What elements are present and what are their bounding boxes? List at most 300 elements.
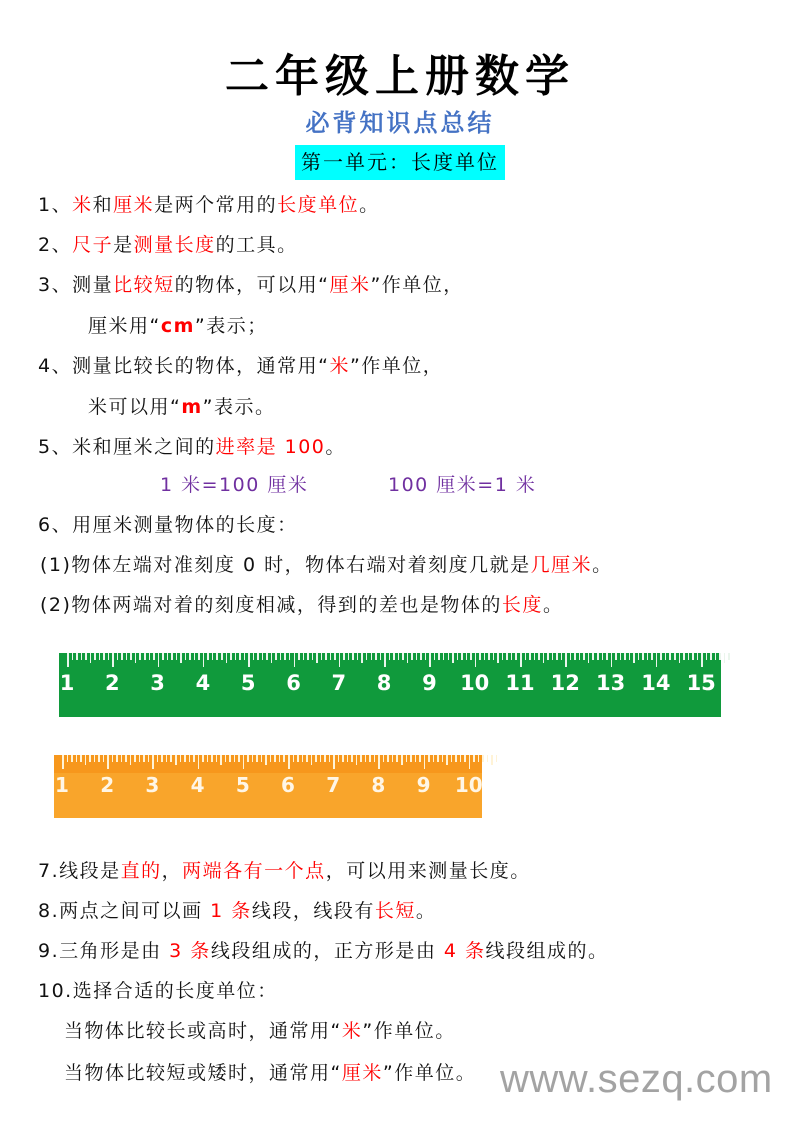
tick-mark [446, 755, 448, 765]
point-10-short [64, 1060, 476, 1086]
tick-mark [351, 755, 353, 762]
point-5 [38, 434, 346, 460]
tick-mark [130, 755, 132, 765]
tick-mark [294, 653, 296, 667]
ruler-number: 1 [59, 671, 75, 695]
tick-mark [306, 755, 308, 762]
highlight: 直的 [120, 860, 162, 882]
tick-mark [538, 653, 540, 660]
tick-mark [103, 653, 105, 660]
tick-mark [252, 755, 254, 762]
text: 线段组成的。 [485, 940, 609, 962]
ruler-numbers [54, 773, 482, 801]
text: ”作单位。 [362, 1020, 456, 1042]
point-1 [38, 192, 380, 218]
tick-mark [511, 653, 513, 660]
tick-mark [488, 653, 490, 660]
tick-mark [303, 653, 305, 660]
tick-mark [221, 653, 223, 660]
tick-mark [130, 653, 132, 660]
tick-mark [171, 653, 173, 660]
tick-mark [297, 755, 299, 762]
tick-mark [293, 755, 295, 762]
tick-mark [288, 755, 290, 769]
tick-mark [238, 755, 240, 762]
tick-mark [275, 653, 277, 660]
text: 厘米用“ [88, 315, 161, 337]
ruler-numbers [59, 671, 721, 699]
ruler-number: 8 [371, 773, 386, 797]
tick-mark [438, 653, 440, 660]
tick-mark [491, 755, 493, 765]
tick-mark [452, 653, 454, 663]
text: ”表示； [194, 315, 268, 337]
tick-mark [665, 653, 667, 660]
tick-mark [338, 755, 340, 762]
tick-mark [624, 653, 626, 660]
tick-mark [437, 755, 439, 762]
tick-mark [620, 653, 622, 660]
tick-mark [117, 653, 119, 660]
tick-mark [574, 653, 576, 660]
highlight: 厘米 [341, 1062, 383, 1084]
tick-mark [396, 755, 398, 762]
tick-mark [270, 755, 272, 762]
ruler-number: 7 [331, 671, 347, 695]
tick-mark [125, 755, 127, 762]
ruler-number: 5 [235, 773, 250, 797]
tick-mark [348, 653, 350, 660]
tick-mark [184, 755, 186, 762]
highlight: 3 条 [169, 940, 211, 962]
tick-mark [90, 653, 92, 663]
ruler-number: 4 [190, 773, 205, 797]
tick-mark [98, 755, 100, 762]
tick-mark [597, 653, 599, 660]
text: 和 [92, 194, 114, 216]
tick-mark [189, 755, 191, 762]
tick-mark [212, 653, 214, 660]
text: ”作单位， [349, 355, 444, 377]
ruler-ticks [65, 653, 715, 667]
tick-mark [112, 755, 114, 762]
tick-mark [211, 755, 213, 762]
tick-mark [398, 653, 400, 660]
point-9 [38, 938, 609, 964]
tick-mark [175, 755, 177, 765]
tick-mark [579, 653, 581, 660]
tick-mark [470, 653, 472, 660]
point-number: 1、 [38, 194, 73, 216]
tick-mark [248, 653, 250, 667]
tick-mark [189, 653, 191, 660]
tick-mark [407, 653, 409, 663]
tick-mark [389, 653, 391, 660]
watermark: www.sezq.com [500, 1057, 773, 1101]
tick-mark [724, 653, 726, 663]
formula-meter-to-cm: 1 米=100 厘米 [160, 474, 309, 496]
tick-mark [153, 653, 155, 660]
tick-mark [143, 755, 145, 762]
tick-mark [706, 653, 708, 660]
tick-mark [352, 653, 354, 660]
tick-mark [411, 653, 413, 660]
tick-mark [401, 755, 403, 765]
tick-mark [247, 755, 249, 762]
tick-mark [112, 653, 114, 667]
tick-mark [121, 653, 123, 660]
tick-mark [506, 653, 508, 660]
point-2 [38, 232, 298, 258]
highlight: 米 [72, 194, 93, 216]
tick-mark [361, 653, 363, 663]
tick-mark [547, 653, 549, 660]
tick-mark [253, 653, 255, 660]
unit-heading-wrap [0, 145, 800, 180]
tick-mark [365, 755, 367, 762]
text: 。 [325, 436, 346, 458]
text: 3、测量 [38, 274, 114, 296]
ruler-number: 6 [281, 773, 295, 797]
text: 5、米和厘米之间的 [38, 436, 216, 458]
tick-mark [71, 755, 73, 762]
tick-mark [234, 755, 236, 762]
ruler-number: 4 [195, 671, 211, 695]
tick-mark [638, 653, 640, 660]
tick-mark [375, 653, 377, 660]
tick-mark [283, 755, 285, 762]
tick-mark [139, 653, 141, 660]
tick-mark [487, 755, 489, 762]
tick-mark [387, 755, 389, 762]
tick-mark [515, 653, 517, 660]
text: 是 [113, 234, 134, 256]
point-8 [38, 898, 436, 924]
tick-mark [393, 653, 395, 660]
tick-mark [357, 653, 359, 660]
tick-mark [207, 755, 209, 762]
tick-mark [284, 653, 286, 660]
tick-mark [180, 653, 182, 663]
ruler-number: 2 [100, 773, 115, 797]
tick-mark [369, 755, 371, 762]
tick-mark [80, 755, 82, 762]
ruler-number: 3 [145, 773, 160, 797]
tick-mark [679, 653, 681, 663]
tick-mark [719, 653, 721, 660]
tick-mark [244, 653, 246, 660]
tick-mark [443, 653, 445, 660]
ruler-number: 2 [104, 671, 120, 695]
tick-mark [103, 755, 105, 762]
tick-mark [158, 653, 160, 667]
tick-mark [429, 653, 431, 667]
tick-mark [466, 653, 468, 660]
tick-mark [674, 653, 676, 660]
tick-mark [257, 653, 259, 660]
tick-mark [534, 653, 536, 660]
point-number: 2、 [38, 234, 73, 256]
tick-mark [461, 653, 463, 660]
tick-mark [478, 755, 480, 762]
tick-mark [496, 755, 498, 762]
tick-mark [126, 653, 128, 660]
ruler-number: 11 [505, 671, 535, 695]
ruler-number: 6 [286, 671, 301, 695]
tick-mark [99, 653, 101, 660]
point-6-2 [40, 592, 563, 618]
highlight: 长度 [501, 594, 543, 616]
tick-mark [347, 755, 349, 762]
tick-mark [225, 755, 227, 762]
tick-mark [561, 653, 563, 660]
tick-mark [135, 653, 137, 663]
tick-mark [108, 653, 110, 660]
ruler-number: 12 [550, 671, 580, 695]
ruler-number: 14 [641, 671, 671, 695]
text: (2)物体两端对着的刻度相减，得到的差也是物体的 [40, 594, 502, 616]
tick-mark [360, 755, 362, 762]
ruler-number: 3 [150, 671, 165, 695]
ruler-number: 9 [422, 671, 437, 695]
text: 9.三角形是由 [38, 940, 170, 962]
tick-mark [529, 653, 531, 660]
tick-mark [455, 755, 457, 762]
tick-mark [647, 653, 649, 660]
highlight: 米 [341, 1020, 363, 1042]
text: (1)物体左端对准刻度 0 时，物体右端对着刻度几就是 [40, 554, 531, 576]
tick-mark [701, 653, 703, 667]
tick-mark [406, 755, 408, 762]
tick-mark [230, 653, 232, 660]
tick-mark [683, 653, 685, 660]
highlight: m [181, 396, 203, 418]
tick-mark [312, 653, 314, 660]
tick-mark [256, 755, 258, 762]
tick-mark [448, 653, 450, 660]
tick-mark [157, 755, 159, 762]
tick-mark [329, 755, 331, 762]
text: 8.两点之间可以画 [38, 900, 211, 922]
tick-mark [415, 755, 417, 762]
tick-mark [76, 755, 78, 762]
tick-mark [374, 755, 376, 762]
formula-cm-to-meter: 100 厘米=1 米 [388, 474, 537, 496]
tick-mark [262, 653, 264, 660]
tick-mark [330, 653, 332, 660]
tick-mark [167, 653, 169, 660]
tick-mark [266, 653, 268, 660]
tick-mark [629, 653, 631, 660]
tick-mark [152, 755, 154, 769]
tick-mark [320, 755, 322, 762]
tick-mark [552, 653, 554, 660]
tick-mark [162, 653, 164, 660]
point-10-long [64, 1018, 456, 1044]
tick-mark [588, 653, 590, 663]
text: ， [161, 860, 183, 882]
tick-mark [180, 755, 182, 762]
tick-mark [280, 653, 282, 660]
tick-mark [85, 755, 87, 765]
tick-mark [261, 755, 263, 762]
text: 。 [542, 594, 564, 616]
tick-mark [366, 653, 368, 660]
text: 当物体比较短或矮时，通常用“ [64, 1062, 342, 1084]
tick-mark [166, 755, 168, 762]
tick-mark [469, 755, 471, 769]
page-title: 二年级上册数学 [225, 51, 575, 102]
highlight: 尺子 [72, 234, 114, 256]
tick-mark [493, 653, 495, 660]
tick-mark [424, 755, 426, 769]
tick-mark [216, 653, 218, 660]
tick-mark [176, 653, 178, 660]
highlight: 比较短 [113, 274, 175, 296]
tick-mark [321, 653, 323, 660]
text: 的物体，可以用“ [174, 274, 330, 296]
point-3-detail [88, 313, 268, 339]
tick-mark [451, 755, 453, 762]
tick-mark [380, 653, 382, 660]
tick-mark [149, 653, 151, 660]
green-ruler [59, 653, 721, 717]
tick-mark [325, 653, 327, 660]
tick-mark [343, 653, 345, 660]
ruler-number: 10 [460, 671, 490, 695]
tick-mark [185, 653, 187, 660]
text: ，可以用来测量长度。 [325, 860, 531, 882]
highlight: 厘米 [329, 274, 371, 296]
tick-mark [479, 653, 481, 660]
tick-mark [265, 755, 267, 765]
ruler-number: 8 [376, 671, 392, 695]
tick-mark [302, 755, 304, 762]
ruler-ticks [60, 755, 476, 769]
tick-mark [410, 755, 412, 762]
tick-mark [121, 755, 123, 762]
tick-mark [383, 755, 385, 762]
ruler-number: 13 [595, 671, 626, 695]
tick-mark [139, 755, 141, 762]
tick-mark [339, 653, 341, 667]
text: 线段组成的，正方形是由 [210, 940, 444, 962]
highlight: 测量长度 [133, 234, 216, 256]
point-7 [38, 858, 531, 884]
tick-mark [615, 653, 617, 660]
tick-mark [203, 653, 205, 667]
tick-mark [235, 653, 237, 660]
tick-mark [85, 653, 87, 660]
tick-mark [279, 755, 281, 762]
tick-mark [433, 755, 435, 762]
ruler-number: 5 [240, 671, 256, 695]
tick-mark [457, 653, 459, 660]
tick-mark [611, 653, 613, 667]
tick-mark [392, 755, 394, 762]
tick-mark [67, 755, 69, 762]
tick-mark [460, 755, 462, 762]
tick-mark [62, 755, 64, 769]
tick-mark [710, 653, 712, 660]
highlight: 两端各有一个点 [182, 860, 326, 882]
tick-mark [728, 653, 730, 660]
tick-mark [543, 653, 545, 663]
tick-mark [243, 755, 245, 769]
tick-mark [202, 755, 204, 762]
tick-mark [384, 653, 386, 667]
tick-mark [298, 653, 300, 660]
text: 米可以用“ [88, 396, 182, 418]
tick-mark [606, 653, 608, 660]
highlight: 长度单位 [277, 194, 360, 216]
tick-mark [502, 653, 504, 660]
tick-mark [497, 653, 499, 663]
text: 是两个常用的 [154, 194, 278, 216]
text: ”表示。 [202, 396, 276, 418]
text: 。 [415, 900, 437, 922]
tick-mark [76, 653, 78, 660]
tick-mark [520, 653, 522, 667]
highlight: 长短 [374, 900, 416, 922]
tick-mark [198, 755, 200, 769]
tick-mark [148, 755, 150, 762]
tick-mark [94, 755, 96, 762]
tick-mark [660, 653, 662, 660]
highlight: 几厘米 [530, 554, 593, 576]
tick-mark [475, 653, 477, 667]
text: 。 [359, 194, 380, 216]
tick-mark [692, 653, 694, 660]
tick-mark [315, 755, 317, 762]
ruler-number: 15 [686, 671, 716, 695]
ruler-number: 9 [416, 773, 431, 797]
tick-mark [274, 755, 276, 762]
text: 。 [592, 554, 613, 576]
tick-mark [107, 755, 109, 769]
tick-mark [342, 755, 344, 762]
point-6-1 [40, 552, 613, 578]
tick-mark [193, 755, 195, 762]
point-4 [38, 353, 443, 379]
tick-mark [116, 755, 118, 762]
tick-mark [602, 653, 604, 660]
tick-mark [651, 653, 653, 660]
tick-mark [226, 653, 228, 663]
text: ”作单位。 [382, 1062, 477, 1084]
tick-mark [525, 653, 527, 660]
tick-mark [72, 653, 74, 660]
orange-ruler [54, 755, 482, 818]
text: 7.线段是 [38, 860, 121, 882]
tick-mark [307, 653, 309, 660]
tick-mark [134, 755, 136, 762]
tick-mark [688, 653, 690, 660]
highlight: 厘米 [113, 194, 155, 216]
ruler-number: 10 [454, 773, 483, 797]
tick-mark [420, 653, 422, 660]
tick-mark [402, 653, 404, 660]
tick-mark [428, 755, 430, 762]
tick-mark [333, 755, 335, 769]
highlight: 1 条 [210, 900, 252, 922]
tick-mark [371, 653, 373, 660]
tick-mark [94, 653, 96, 660]
text: 的工具。 [215, 234, 298, 256]
tick-mark [442, 755, 444, 762]
highlight: 进率是 100 [215, 436, 326, 458]
tick-mark [229, 755, 231, 762]
